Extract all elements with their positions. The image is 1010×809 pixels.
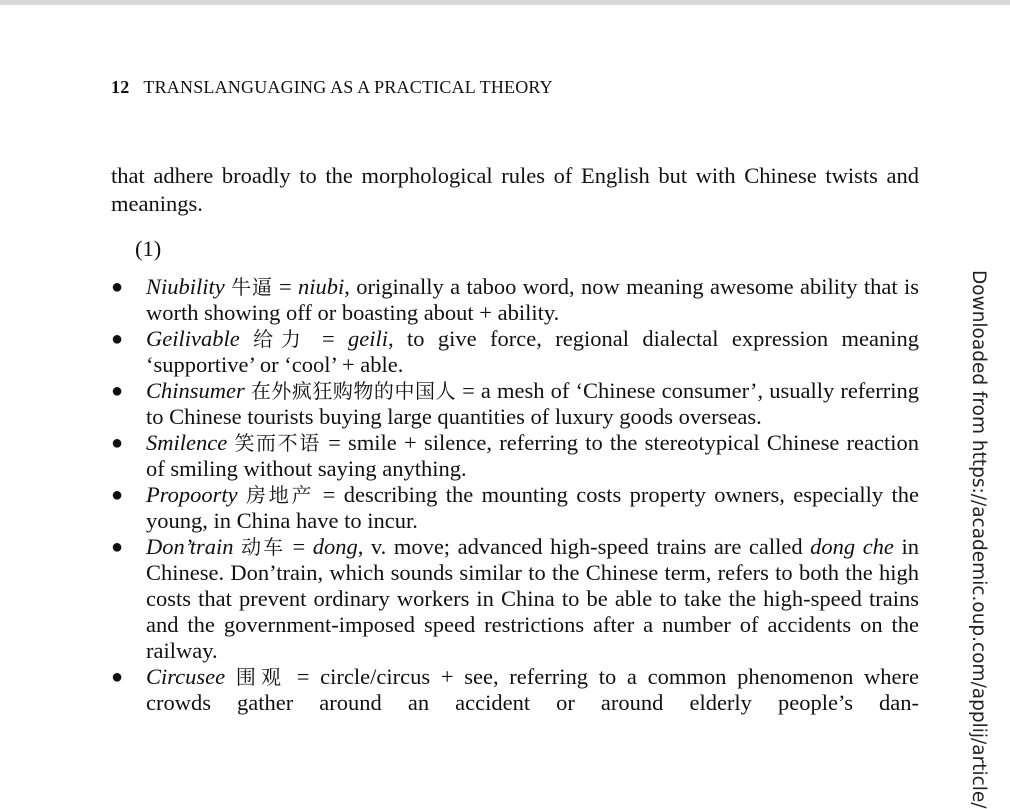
running-header bbox=[111, 77, 553, 98]
bullet-icon: ● bbox=[111, 666, 124, 688]
list-item bbox=[111, 430, 919, 482]
entry-gloss: = circle/circus + see, referring to a common phenomenon where crowds gather around an accident or around elderly people’s dan- bbox=[146, 664, 919, 715]
list-item bbox=[111, 326, 919, 378]
list-item bbox=[111, 274, 919, 326]
entry-gloss: = smile + silence, referring to the stereotypical Chinese reaction of smiling without saying anything. bbox=[146, 430, 920, 481]
entry-hanzi: 给力 bbox=[253, 327, 309, 351]
entry-gloss-italic: geili bbox=[348, 326, 389, 351]
entry-hanzi: 在外疯狂购物的中国人 bbox=[250, 379, 456, 403]
bullet-icon: ● bbox=[111, 328, 124, 350]
entry-gloss: , to give force, regional dialectal expression meaning ‘supportive’ or ‘cool’ + able. bbox=[146, 326, 919, 377]
bullet-icon: ● bbox=[111, 536, 124, 558]
entry-gloss: = describing the mounting costs property owners, especially the young, in China have to incur. bbox=[146, 482, 920, 533]
bullet-icon: ● bbox=[111, 380, 124, 402]
entry-gloss: = bbox=[284, 534, 313, 559]
entry-gloss: = bbox=[272, 274, 298, 299]
page-number: 12 bbox=[111, 77, 130, 97]
list-item bbox=[111, 378, 919, 430]
body-paragraph: that adhere broadly to the morphological rules of English but with Chinese twists and meanings. bbox=[111, 163, 919, 216]
entry-term: Chinsumer bbox=[146, 378, 245, 403]
top-divider bbox=[0, 0, 1010, 5]
entry-term: Don’train bbox=[146, 534, 234, 559]
entry-term: Niubility bbox=[146, 274, 225, 299]
entry-gloss: , v. move; advanced high-speed trains are called bbox=[357, 534, 811, 559]
download-watermark: Downloaded from https://academic.oup.com/applij/article/ bbox=[968, 270, 989, 809]
list-item bbox=[111, 664, 919, 716]
entry-term: Geilivable bbox=[146, 326, 240, 351]
bullet-icon: ● bbox=[111, 276, 124, 298]
glossary-list bbox=[111, 274, 919, 716]
entry-hanzi: 围观 bbox=[235, 665, 287, 689]
bullet-icon: ● bbox=[111, 484, 124, 506]
chapter-title: TRANSLANGUAGING AS A PRACTICAL THEORY bbox=[143, 77, 553, 97]
list-item bbox=[111, 534, 919, 664]
entry-hanzi: 动车 bbox=[241, 535, 285, 559]
list-item bbox=[111, 482, 919, 534]
entry-gloss-italic: dong bbox=[312, 534, 358, 559]
bullet-icon: ● bbox=[111, 432, 124, 454]
entry-hanzi: 牛逼 bbox=[231, 275, 273, 299]
entry-hanzi: 笑而不语 bbox=[234, 431, 321, 455]
entry-gloss: = bbox=[308, 326, 349, 351]
entry-gloss-italic: niubi bbox=[298, 274, 345, 299]
entry-term: Smilence bbox=[146, 430, 228, 455]
entry-gloss: = a mesh of ‘Chinese consumer’, usually referring to Chinese tourists buying large quantities of luxury goods overseas. bbox=[146, 378, 920, 429]
entry-hanzi: 房地产 bbox=[246, 483, 315, 507]
entry-gloss: in Chinese. Don’train, which sounds similar to the Chinese term, refers to both the high costs that prevent ordinary workers in China to be able to take the high-speed trains and the government-imposed speed restrictions after a number of accidents on the railway. bbox=[146, 534, 919, 663]
entry-gloss: , originally a taboo word, now meaning awesome ability that is worth showing off or boasting about + ability. bbox=[146, 274, 919, 325]
example-number: (1) bbox=[135, 236, 162, 261]
entry-term: Circusee bbox=[146, 664, 226, 689]
entry-gloss-italic: dong che bbox=[810, 534, 894, 559]
entry-term: Propoorty bbox=[146, 482, 238, 507]
